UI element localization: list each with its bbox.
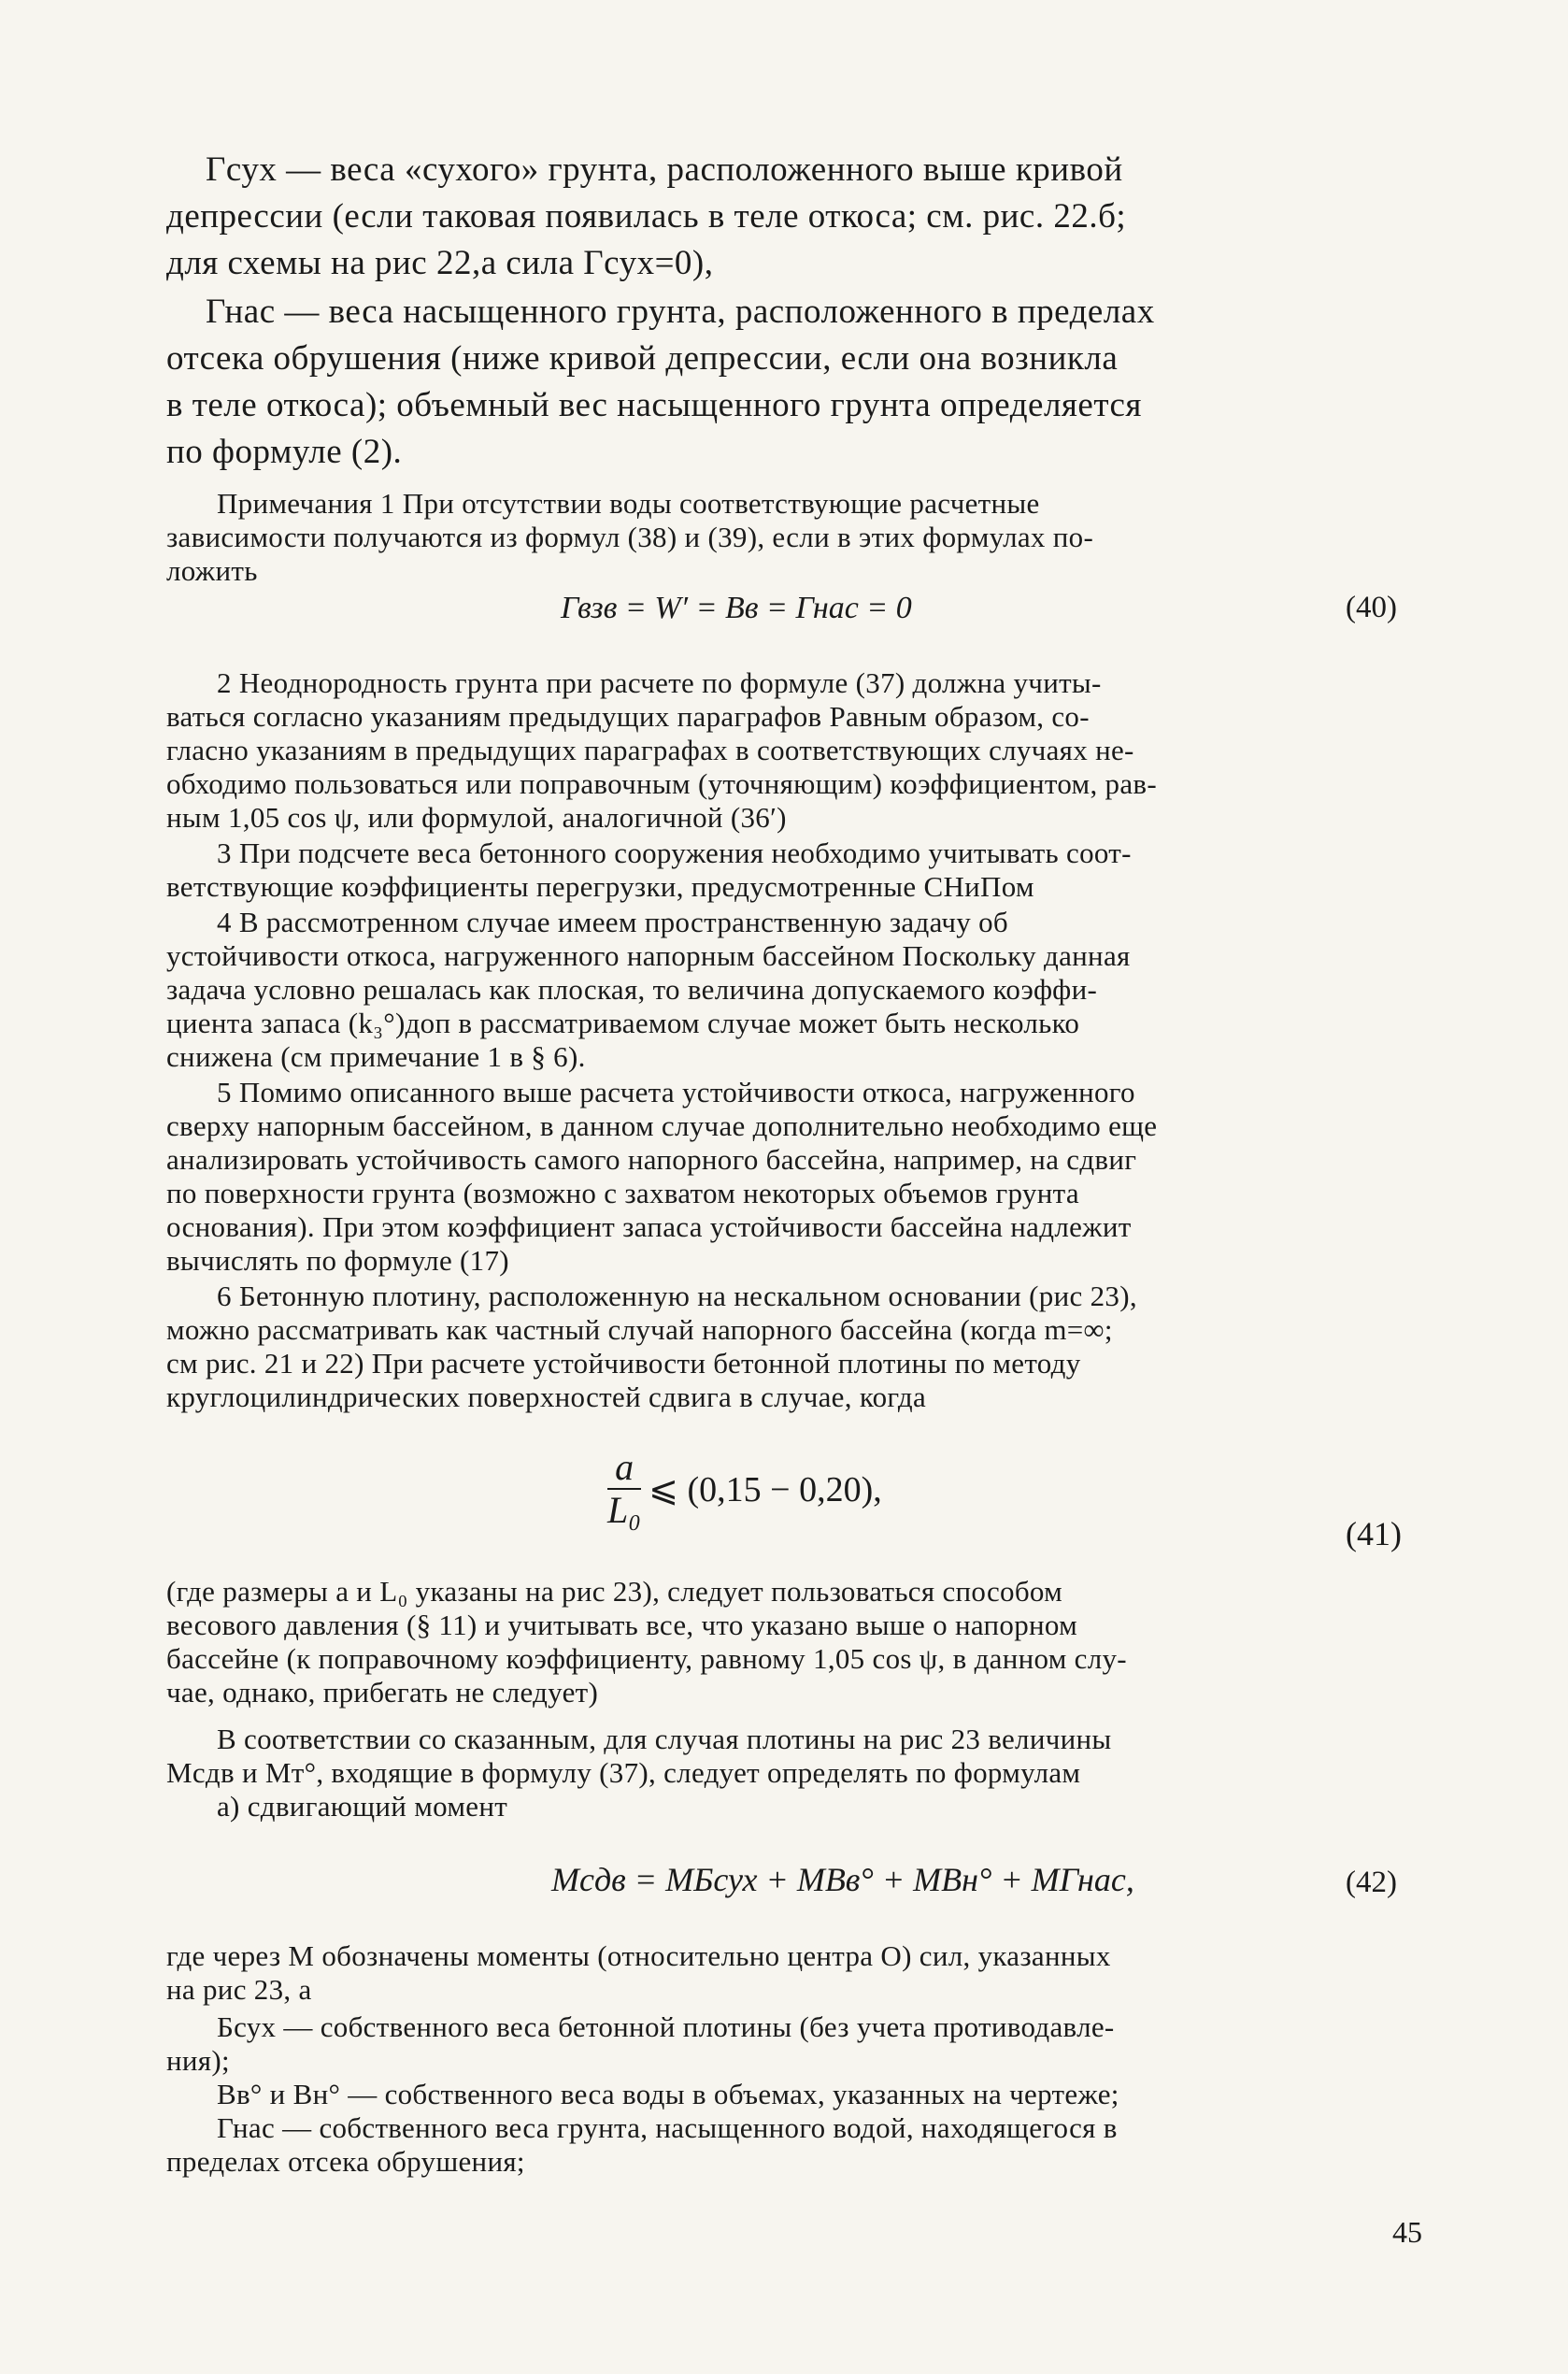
text-line: где через M обозначены моменты (относительно центра O) сил, указанных	[166, 1939, 1111, 1972]
text-line: вычислять по формуле (17)	[166, 1244, 509, 1277]
text-line: сверху напорным бассейном, в данном случае дополнительно необходимо еще	[166, 1109, 1158, 1142]
text-line: 6 Бетонную плотину, расположенную на нескальном основании (рис 23),	[217, 1280, 1137, 1312]
text-line: бассейне (к поправочному коэффициенту, равному 1,05 cos ψ, в данном слу-	[166, 1642, 1127, 1675]
text-line: задача условно решалась как плоская, то величина допускаемого коэффи-	[166, 973, 1098, 1006]
text-line: ным 1,05 cos ψ, или формулой, аналогичной (36′)	[166, 801, 787, 834]
equation-number-41: (41)	[1346, 1515, 1402, 1552]
text-line: ветствующие коэффициенты перегрузки, предусмотренные СНиПом	[166, 870, 1034, 903]
text-line: ложить	[166, 554, 258, 587]
text-line: Бсух — собственного веса бетонной плотины (без учета противодавле-	[217, 2010, 1115, 2043]
formula-41	[607, 1447, 882, 1531]
formula-40-expression: Гвзв = W′ = Вв = Гнас = 0	[561, 591, 912, 625]
text-line: чае, однако, прибегать не следует)	[166, 1676, 599, 1709]
equation-number-42: (42)	[1346, 1866, 1397, 1899]
text-line: гласно указаниям в предыдущих параграфах в соответствующих случаях не-	[166, 734, 1134, 766]
text-line: ваться согласно указаниям предыдущих параграфов Равным образом, со-	[166, 700, 1090, 733]
text-line: анализировать устойчивость самого напорного бассейна, например, на сдвиг	[166, 1143, 1137, 1176]
text-line: обходимо пользоваться или поправочным (уточняющим) коэффициентом, рав-	[166, 767, 1157, 800]
text-line: Гнас — собственного веса грунта, насыщенного водой, находящегося в	[217, 2111, 1118, 2144]
formula-42-expression: Mсдв = MБсух + MВв° + MВн° + MГнас,	[551, 1861, 1134, 1898]
text-line: зависимости получаются из формул (38) и (39), если в этих формулах по-	[166, 521, 1094, 553]
text-line: депрессии (если таковая появилась в теле откоса; см. рис. 22.б;	[166, 197, 1127, 236]
text-line: (где размеры a и L₀ указаны на рис 23), следует пользоваться способом	[166, 1575, 1063, 1608]
text-line: основания). При этом коэффициент запаса устойчивости бассейна надлежит	[166, 1210, 1132, 1243]
formula-40	[561, 591, 912, 626]
text-line: весового давления (§ 11) и учитывать все, что указано выше о напорном	[166, 1609, 1078, 1641]
text-line: пределах отсека обрушения;	[166, 2145, 525, 2178]
text-line: отсека обрушения (ниже кривой депрессии, если она возникла	[166, 339, 1119, 378]
text-line: по формуле (2).	[166, 433, 403, 471]
text-line: круглоцилиндрических поверхностей сдвига в случае, когда	[166, 1380, 927, 1413]
text-line: 5 Помимо описанного выше расчета устойчивости откоса, нагруженного	[217, 1076, 1135, 1108]
text-line: см рис. 21 и 22) При расчете устойчивости бетонной плотины по методу	[166, 1347, 1081, 1380]
text-line: 2 Неоднородность грунта при расчете по формуле (37) должна учиты-	[217, 666, 1102, 699]
text-line: устойчивости откоса, нагруженного напорным бассейном Поскольку данная	[166, 939, 1131, 972]
text-line: ния);	[166, 2044, 230, 2077]
text-line: Гнас — веса насыщенного грунта, расположенного в пределах	[206, 293, 1155, 331]
fraction-denominator: L₀	[607, 1489, 642, 1531]
text-line: циента запаса (k₃°)доп в рассматриваемом случае может быть несколько	[166, 1007, 1080, 1039]
text-line: 4 В рассмотренном случае имеем пространственную задачу об	[217, 906, 1009, 938]
text-line: на рис 23, а	[166, 1973, 312, 2006]
formula-42	[551, 1860, 1134, 1899]
fraction-numerator: a	[607, 1447, 641, 1490]
formula-41-expression: ⩽ (0,15 − 0,20),	[649, 1469, 882, 1509]
text-line: Гсух — веса «сухого» грунта, расположенного выше кривой	[206, 150, 1123, 189]
fraction-a-over-l0	[607, 1447, 641, 1531]
text-line: можно рассматривать как частный случай напорного бассейна (когда m=∞;	[166, 1313, 1113, 1346]
text-line: Вв° и Вн° — собственного веса воды в объемах, указанных на чертеже;	[217, 2078, 1119, 2110]
text-line: а) сдвигающий момент	[217, 1790, 508, 1823]
text-line: 3 При подсчете веса бетонного сооружения необходимо учитывать соот-	[217, 837, 1132, 869]
page-number: 45	[1392, 2215, 1422, 2249]
text-line: для схемы на рис 22,а сила Гсух=0),	[166, 244, 714, 282]
text-line: В соответствии со сказанным, для случая плотины на рис 23 величины	[217, 1723, 1112, 1755]
text-line: снижена (см примечание 1 в § 6).	[166, 1040, 586, 1073]
text-line: Mсдв и Mт°, входящие в формулу (37), следует определять по формулам	[166, 1756, 1081, 1789]
text-line: в теле откоса); объемный вес насыщенного грунта определяется	[166, 386, 1142, 424]
text-line: Примечания 1 При отсутствии воды соответствующие расчетные	[217, 487, 1040, 520]
equation-number-40: (40)	[1346, 591, 1397, 624]
text-line: по поверхности грунта (возможно с захватом некоторых объемов грунта	[166, 1177, 1079, 1209]
